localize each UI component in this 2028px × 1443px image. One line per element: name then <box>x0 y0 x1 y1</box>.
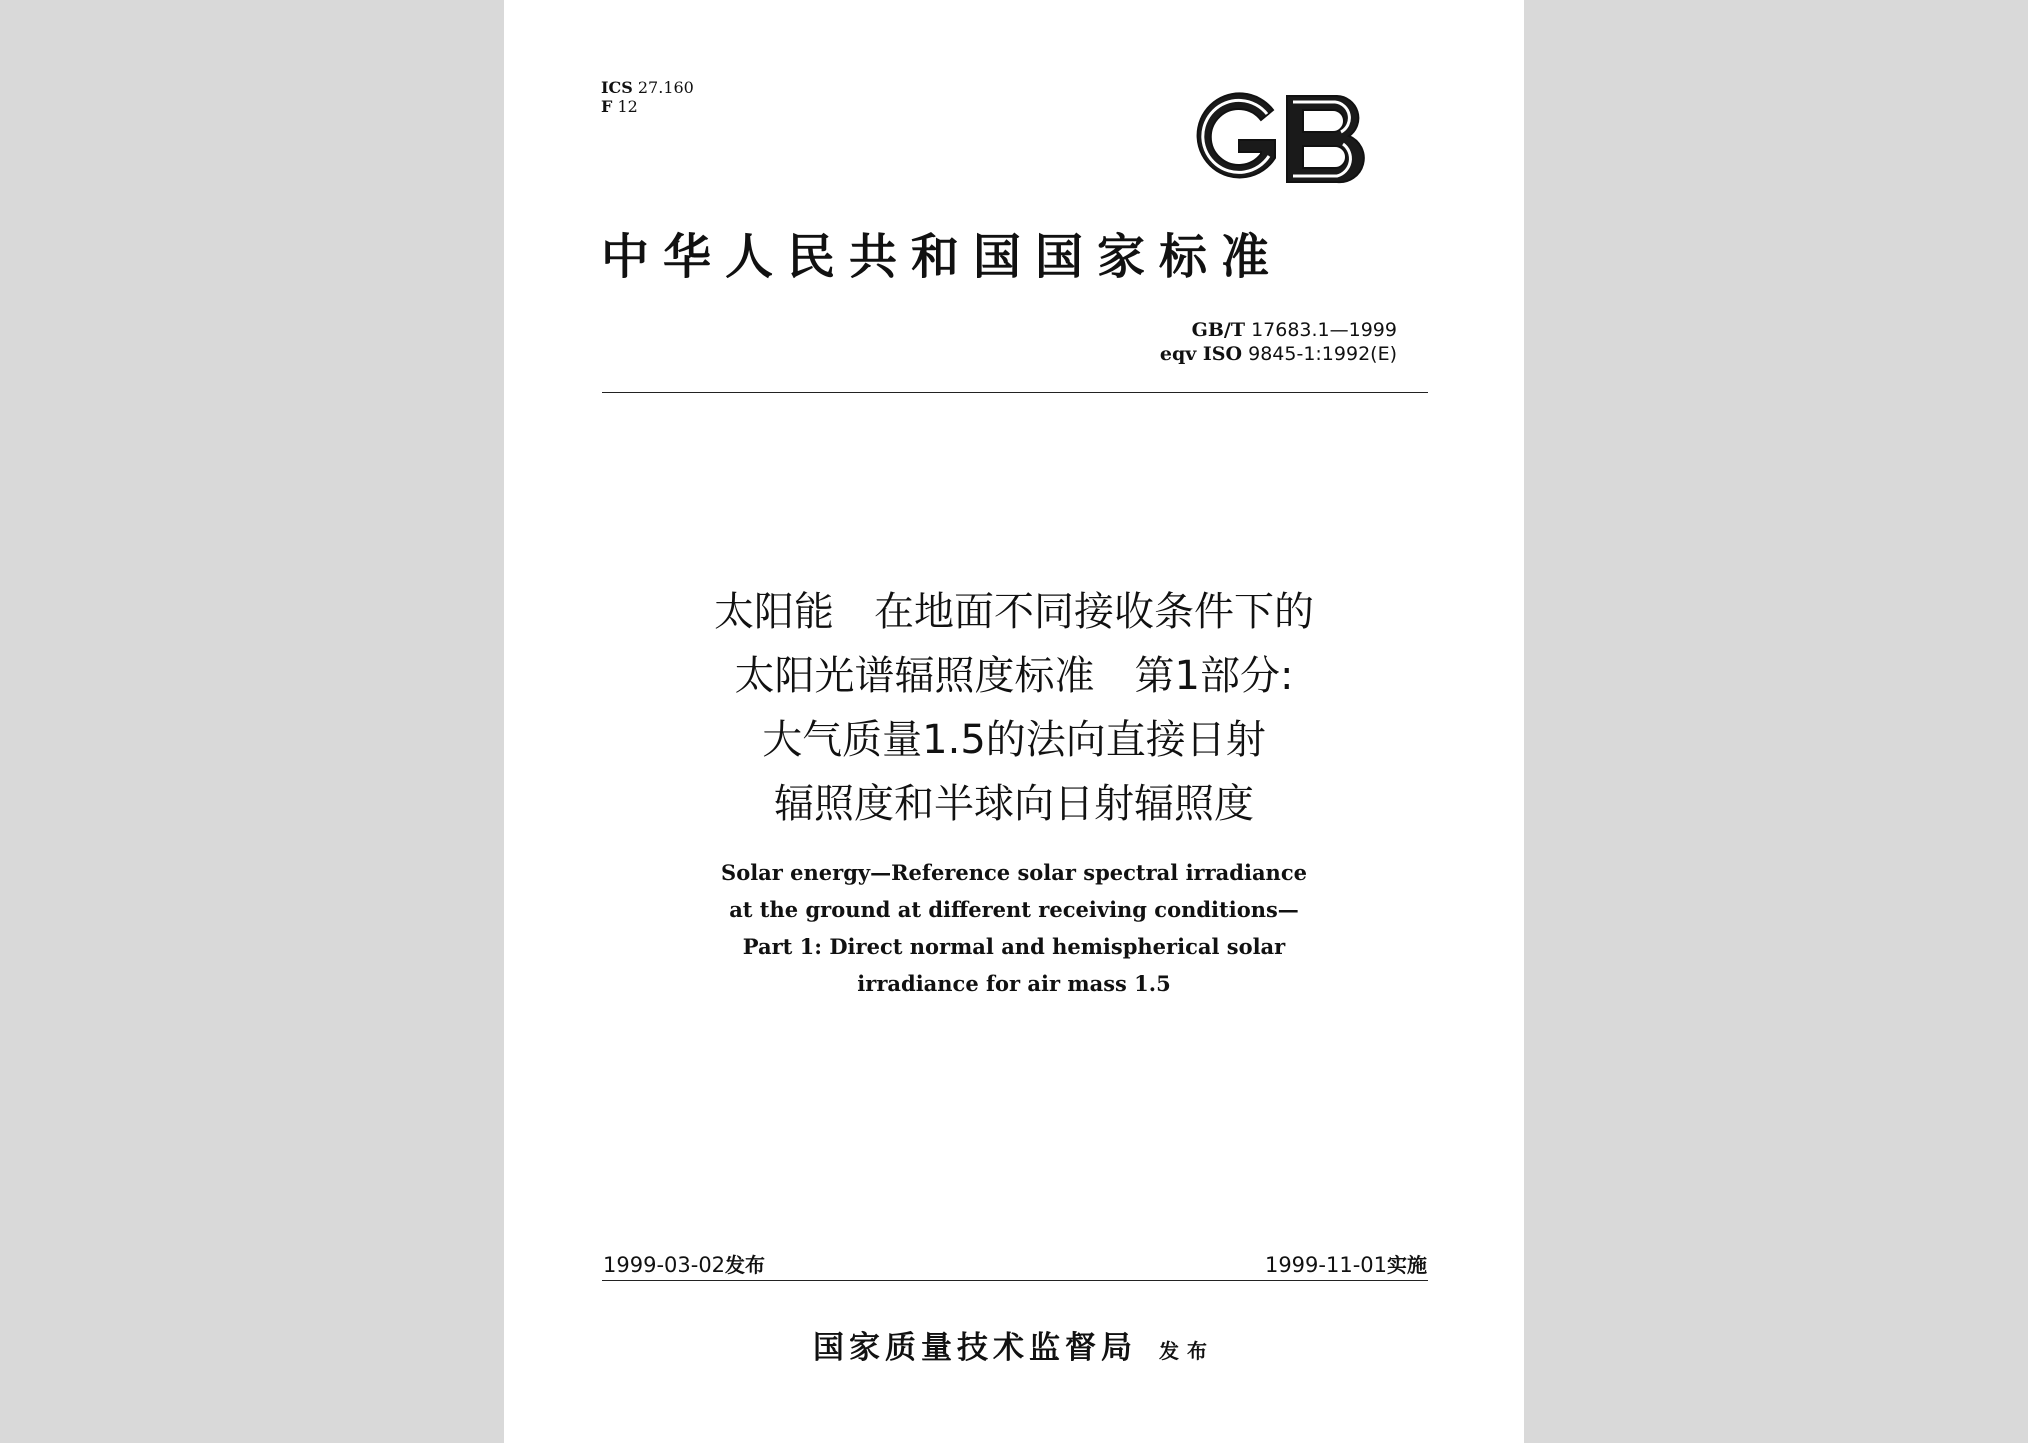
issue-date-label: 发布 <box>725 1253 766 1277</box>
issuing-authority <box>504 1322 1524 1367</box>
standard-code-value: 17683.1—1999 <box>1251 319 1397 341</box>
issue-date-value: 1999-03-02 <box>603 1253 726 1277</box>
standard-number-line <box>1160 318 1397 342</box>
english-title-line: Part 1: Direct normal and hemispherical solar <box>742 934 1286 959</box>
national-standard-heading: 中华人民共和国国家标准 <box>601 229 1284 285</box>
header-divider <box>602 392 1428 393</box>
english-title-line: irradiance for air mass 1.5 <box>857 971 1171 996</box>
ccs-code-line <box>601 97 694 116</box>
gb-logo-letter-b <box>1287 96 1364 182</box>
equivalent-standard-line <box>1160 342 1397 366</box>
english-title-line: at the ground at different receiving conditions— <box>729 897 1299 922</box>
ics-value: 27.160 <box>637 78 694 97</box>
chinese-title-line: 太阳光谱辐照度标准 第1部分: <box>734 653 1294 699</box>
implementation-date-label: 实施 <box>1387 1253 1427 1277</box>
ics-code-line <box>601 78 694 97</box>
chinese-title-line: 辐照度和半球向日射辐照度 <box>774 781 1254 827</box>
issue-date <box>603 1249 765 1278</box>
gb-logo-letter-g <box>1198 93 1275 177</box>
equivalent-label: eqv ISO <box>1159 343 1243 365</box>
issuer-name: 国家质量技术监督局 <box>813 1330 1137 1366</box>
footer-divider <box>602 1280 1428 1281</box>
english-title-line: Solar energy—Reference solar spectral irradiance <box>721 860 1307 885</box>
english-title <box>504 854 1524 1002</box>
classification-codes <box>601 78 694 116</box>
ccs-value: 12 <box>617 97 638 116</box>
gb-logo <box>1187 88 1377 190</box>
implementation-date-value: 1999-11-01 <box>1264 1253 1387 1277</box>
chinese-title <box>504 580 1524 836</box>
ccs-label: F <box>601 97 613 116</box>
issuer-action: 发布 <box>1159 1339 1215 1363</box>
standard-number-block <box>1160 318 1397 366</box>
equivalent-value: 9845-1:1992(E) <box>1248 343 1397 365</box>
document-page <box>504 0 1524 1443</box>
chinese-title-line: 太阳能 在地面不同接收条件下的 <box>714 589 1314 635</box>
standard-code-label: GB/T <box>1191 319 1246 341</box>
ics-label: ICS <box>601 78 633 97</box>
implementation-date <box>1265 1249 1427 1278</box>
chinese-title-line: 大气质量1.5的法向直接日射 <box>762 717 1266 763</box>
